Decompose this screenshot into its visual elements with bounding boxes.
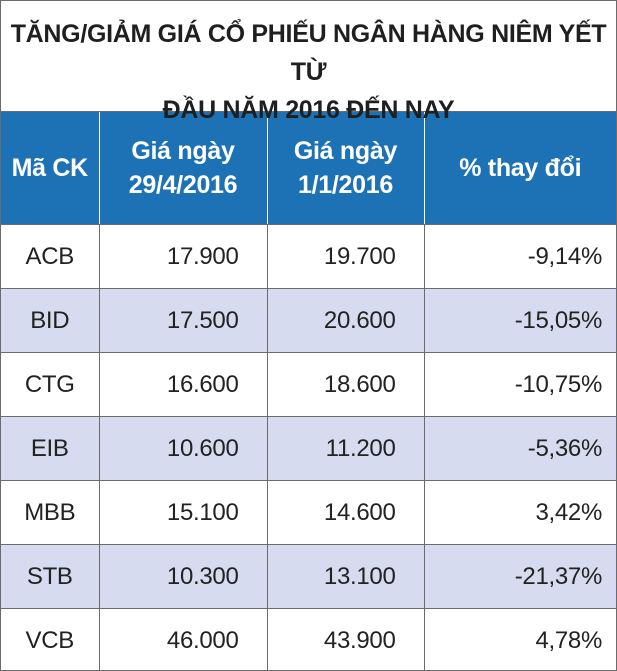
cell-price-0101: 43.900	[267, 609, 424, 671]
cell-price-0429: 17.900	[99, 225, 267, 289]
title-line-2: ĐẦU NĂM 2016 ĐẾN NAY	[162, 96, 455, 124]
cell-change: -10,75%	[424, 353, 616, 417]
cell-price-0101: 19.700	[267, 225, 424, 289]
header-code-label: Mã CK	[11, 154, 88, 182]
cell-price-0429: 10.600	[99, 417, 267, 481]
table-row	[1, 481, 616, 545]
cell-code: ACB	[1, 225, 99, 289]
cell-price-0101: 11.200	[267, 417, 424, 481]
cell-price-0429: 15.100	[99, 481, 267, 545]
cell-code: MBB	[1, 481, 99, 545]
cell-price-0101: 20.600	[267, 289, 424, 353]
table-row	[1, 609, 616, 671]
table-row	[1, 545, 616, 609]
table-row	[1, 417, 616, 481]
cell-change: -15,05%	[424, 289, 616, 353]
cell-price-0101: 13.100	[267, 545, 424, 609]
cell-price-0429: 17.500	[99, 289, 267, 353]
cell-code: VCB	[1, 609, 99, 671]
stock-price-table	[1, 112, 616, 671]
cell-price-0429: 46.000	[99, 609, 267, 671]
cell-code: STB	[1, 545, 99, 609]
table-row	[1, 225, 616, 289]
cell-change: -9,14%	[424, 225, 616, 289]
cell-change: 3,42%	[424, 481, 616, 545]
cell-change: 4,78%	[424, 609, 616, 671]
cell-code: CTG	[1, 353, 99, 417]
cell-change: -5,36%	[424, 417, 616, 481]
cell-price-0101: 14.600	[267, 481, 424, 545]
cell-price-0429: 16.600	[99, 353, 267, 417]
cell-change: -21,37%	[424, 545, 616, 609]
header-price-0429-line1: Giá ngày	[131, 137, 235, 165]
cell-price-0429: 10.300	[99, 545, 267, 609]
table-row	[1, 289, 616, 353]
header-price-0101-line2: 1/1/2016	[298, 171, 393, 199]
header-price-0429-line2: 29/4/2016	[128, 171, 238, 199]
header-code	[1, 112, 99, 225]
cell-code: EIB	[1, 417, 99, 481]
cell-code: BID	[1, 289, 99, 353]
header-price-0101-line1: Giá ngày	[293, 137, 398, 165]
table-title	[1, 1, 616, 124]
cell-price-0101: 18.600	[267, 353, 424, 417]
table-row	[1, 353, 616, 417]
title-line-1: TĂNG/GIẢM GIÁ CỔ PHIẾU NGÂN HÀNG NIÊM YẾT TỪ	[10, 20, 607, 86]
header-change-label: % thay đổi	[459, 154, 582, 182]
